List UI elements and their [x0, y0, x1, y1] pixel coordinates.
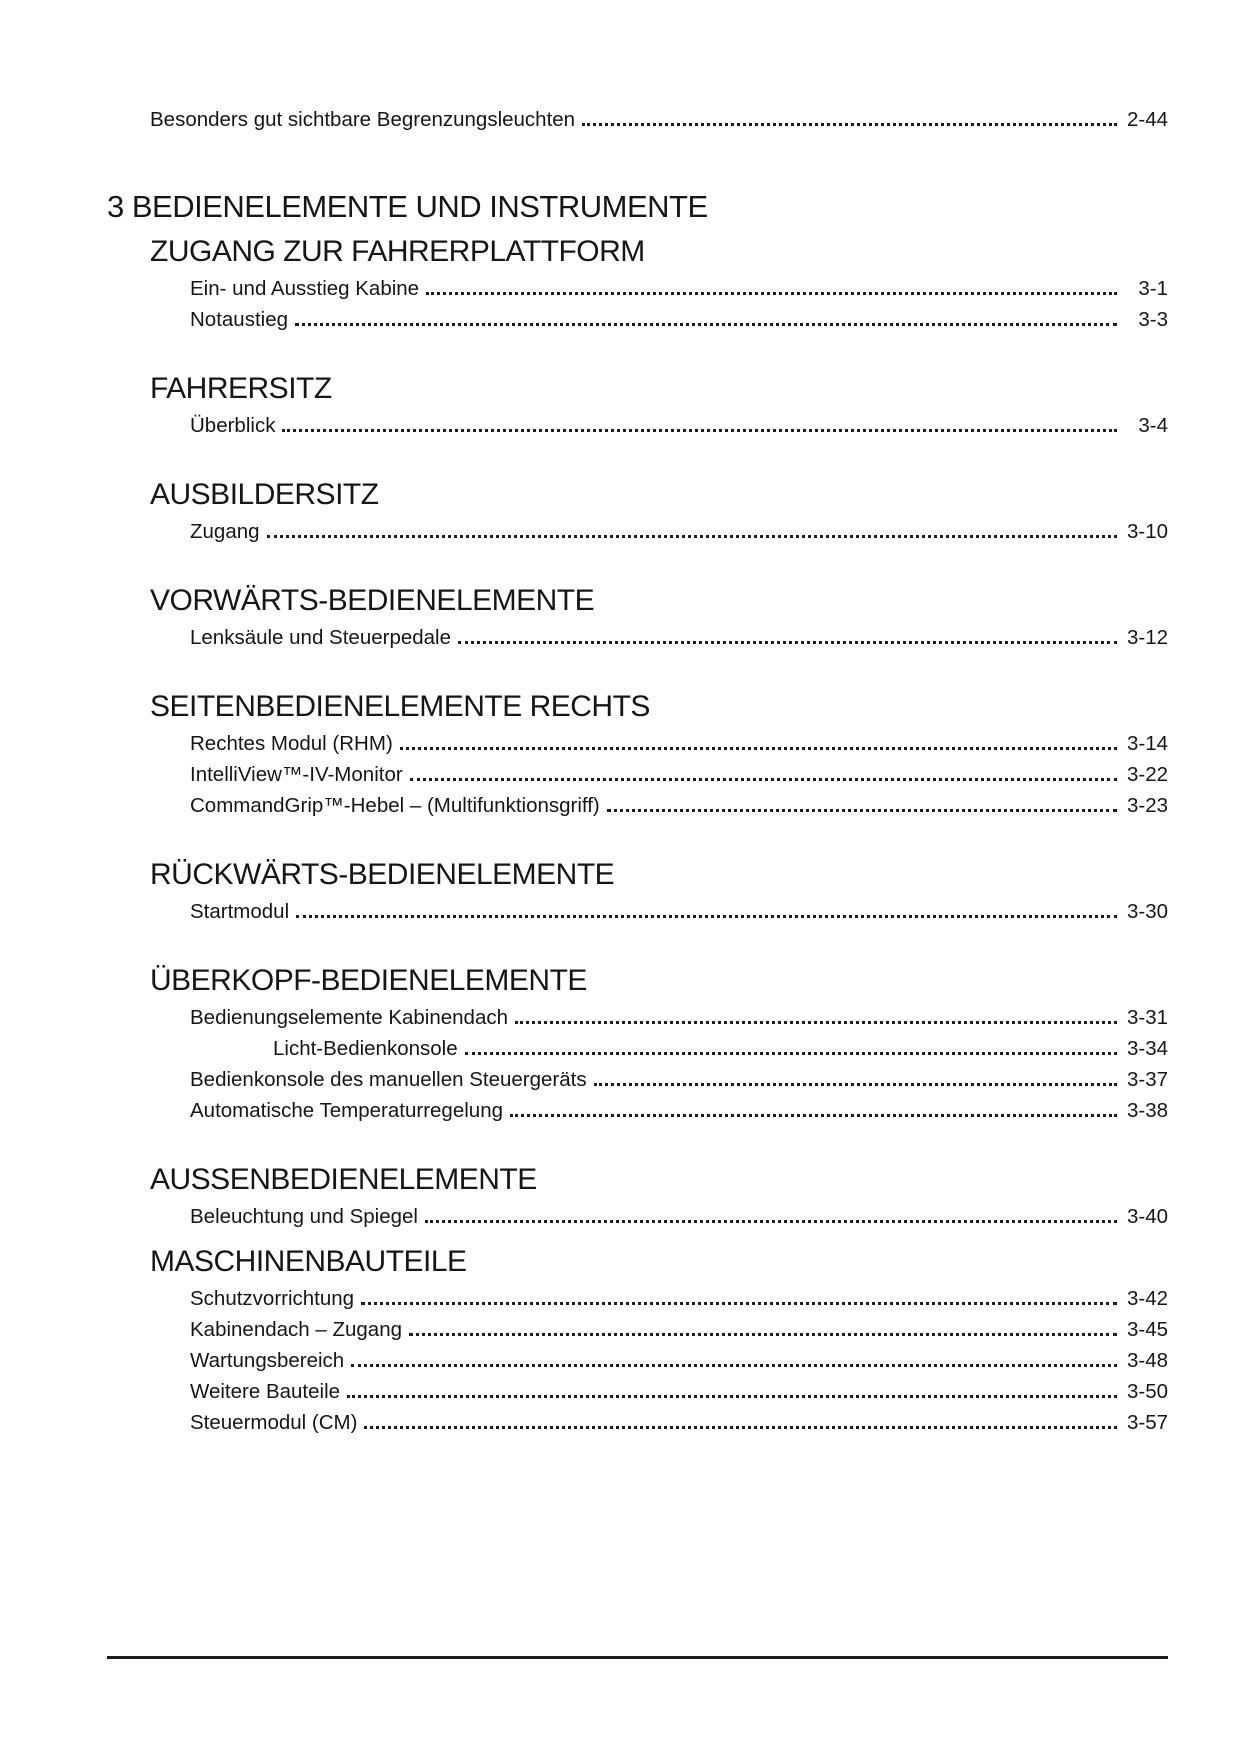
toc-entry [107, 1376, 1168, 1407]
toc-entry [107, 790, 1168, 821]
toc-entry-page: 3-23 [1126, 794, 1168, 817]
section-heading: ÜBERKOPF-BEDIENELEMENTE [150, 964, 587, 997]
toc-entry-page: 3-48 [1126, 1349, 1168, 1372]
section-heading: ZUGANG ZUR FAHRERPLATTFORM [150, 235, 645, 268]
toc-leader-dots [351, 1364, 1117, 1367]
toc-leader-dots [410, 778, 1117, 781]
toc-pre-entries [107, 104, 1168, 135]
toc-leader-dots [458, 641, 1117, 644]
toc-entry-page: 3-1 [1138, 277, 1168, 300]
toc-entry-label: Besonders gut sichtbare Begrenzungsleuchten [150, 108, 576, 131]
toc-entry [107, 516, 1168, 547]
section-heading: SEITENBEDIENELEMENTE RECHTS [150, 690, 650, 723]
toc-entry-page: 3-40 [1126, 1205, 1168, 1228]
toc-entry-page: 3-38 [1126, 1099, 1168, 1122]
toc-section [107, 963, 1168, 1126]
toc-entry-page: 3-4 [1138, 414, 1168, 437]
toc-entry-page: 3-31 [1126, 1006, 1168, 1029]
toc-entry-page: 2-44 [1126, 108, 1168, 131]
toc-entry-page: 3-37 [1126, 1068, 1168, 1091]
toc-entry-label: Startmodul [190, 900, 290, 923]
toc-leader-dots [594, 1083, 1117, 1086]
toc-entry-label: Weitere Bauteile [190, 1380, 341, 1403]
toc-leader-dots [361, 1302, 1117, 1305]
toc-leader-dots [347, 1395, 1117, 1398]
toc-entry [107, 1064, 1168, 1095]
toc-entry [107, 1314, 1168, 1345]
toc-entry-label: Bedienkonsole des manuellen Steuergeräts [190, 1068, 587, 1091]
toc-entry-label: Automatische Temperaturregelung [190, 1099, 503, 1122]
toc-leader-dots [282, 429, 1117, 432]
toc-entry-page: 3-34 [1126, 1037, 1168, 1060]
toc-entry-page: 3-14 [1126, 732, 1168, 755]
footer-rule [107, 1656, 1168, 1659]
toc-entry [107, 728, 1168, 759]
toc-section [107, 1162, 1168, 1232]
toc-entry [107, 304, 1168, 335]
toc-entry-label: Kabinendach – Zugang [190, 1318, 403, 1341]
toc-entry [107, 622, 1168, 653]
toc-leader-dots [295, 323, 1117, 326]
toc-entry-page: 3-22 [1126, 763, 1168, 786]
toc-section [107, 583, 1168, 653]
toc-entry-label: Ein- und Ausstieg Kabine [190, 277, 420, 300]
section-heading: AUSSENBEDIENELEMENTE [150, 1163, 537, 1196]
toc-entry [107, 104, 1168, 135]
toc-entry-label: Schutzvorrichtung [190, 1287, 355, 1310]
toc-entry-page: 3-57 [1126, 1411, 1168, 1434]
section-heading: MASCHINENBAUTEILE [150, 1245, 467, 1278]
toc-leader-dots [510, 1114, 1117, 1117]
toc-entry [107, 1407, 1168, 1438]
toc-leader-dots [465, 1052, 1117, 1055]
toc-entry-label: Beleuchtung und Spiegel [190, 1205, 418, 1228]
toc-entry-label: Rechtes Modul (RHM) [190, 732, 393, 755]
toc-entry-page: 3-50 [1126, 1380, 1168, 1403]
toc-leader-dots [426, 292, 1117, 295]
toc-section [107, 234, 1168, 335]
toc-entry [107, 1002, 1168, 1033]
section-heading: RÜCKWÄRTS-BEDIENELEMENTE [150, 858, 615, 891]
toc-leader-dots [296, 915, 1117, 918]
toc-entry [107, 410, 1168, 441]
toc-sections [107, 234, 1168, 1438]
toc-leader-dots [267, 535, 1117, 538]
toc-entry [107, 1095, 1168, 1126]
toc-entry-label: Wartungsbereich [190, 1349, 345, 1372]
toc-entry-label: Notaustieg [190, 308, 289, 331]
toc-section [107, 371, 1168, 441]
toc-entry [107, 1345, 1168, 1376]
toc-entry-label: CommandGrip™-Hebel – (Multifunktionsgriff) [190, 794, 600, 817]
toc-leader-dots [582, 123, 1117, 126]
toc-leader-dots [515, 1021, 1117, 1024]
section-heading: FAHRERSITZ [150, 372, 332, 405]
chapter-heading: 3 BEDIENELEMENTE UND INSTRUMENTE [107, 189, 708, 224]
toc-leader-dots [409, 1333, 1117, 1336]
toc-entry [107, 896, 1168, 927]
toc-entry [107, 273, 1168, 304]
toc-entry-page: 3-10 [1126, 520, 1168, 543]
toc-entry-page: 3-42 [1126, 1287, 1168, 1310]
toc-section [107, 857, 1168, 927]
toc-entry-label: Überblick [190, 414, 276, 437]
toc-entry-label: Zugang [190, 520, 260, 543]
toc-entry-page: 3-12 [1126, 626, 1168, 649]
toc-entry-label: Steuermodul (CM) [190, 1411, 358, 1434]
toc-entry [107, 1283, 1168, 1314]
toc-leader-dots [400, 747, 1117, 750]
section-heading: AUSBILDERSITZ [150, 478, 379, 511]
section-heading: VORWÄRTS-BEDIENELEMENTE [150, 584, 595, 617]
toc-entry-label: Lenksäule und Steuerpedale [190, 626, 452, 649]
toc-entry [107, 1201, 1168, 1232]
toc-section [107, 477, 1168, 547]
toc-entry-page: 3-3 [1138, 308, 1168, 331]
toc-section [107, 1244, 1168, 1438]
toc-leader-dots [607, 809, 1117, 812]
toc-entry-label: Bedienungselemente Kabinendach [190, 1006, 509, 1029]
toc-entry-page: 3-45 [1126, 1318, 1168, 1341]
toc-leader-dots [364, 1426, 1117, 1429]
toc-entry [107, 1033, 1168, 1064]
toc-entry-page: 3-30 [1126, 900, 1168, 923]
toc-entry-label: Licht-Bedienkonsole [273, 1037, 458, 1060]
toc-section [107, 689, 1168, 821]
toc-entry-label: IntelliView™-IV-Monitor [190, 763, 403, 786]
toc-entry [107, 759, 1168, 790]
toc-leader-dots [425, 1220, 1117, 1223]
